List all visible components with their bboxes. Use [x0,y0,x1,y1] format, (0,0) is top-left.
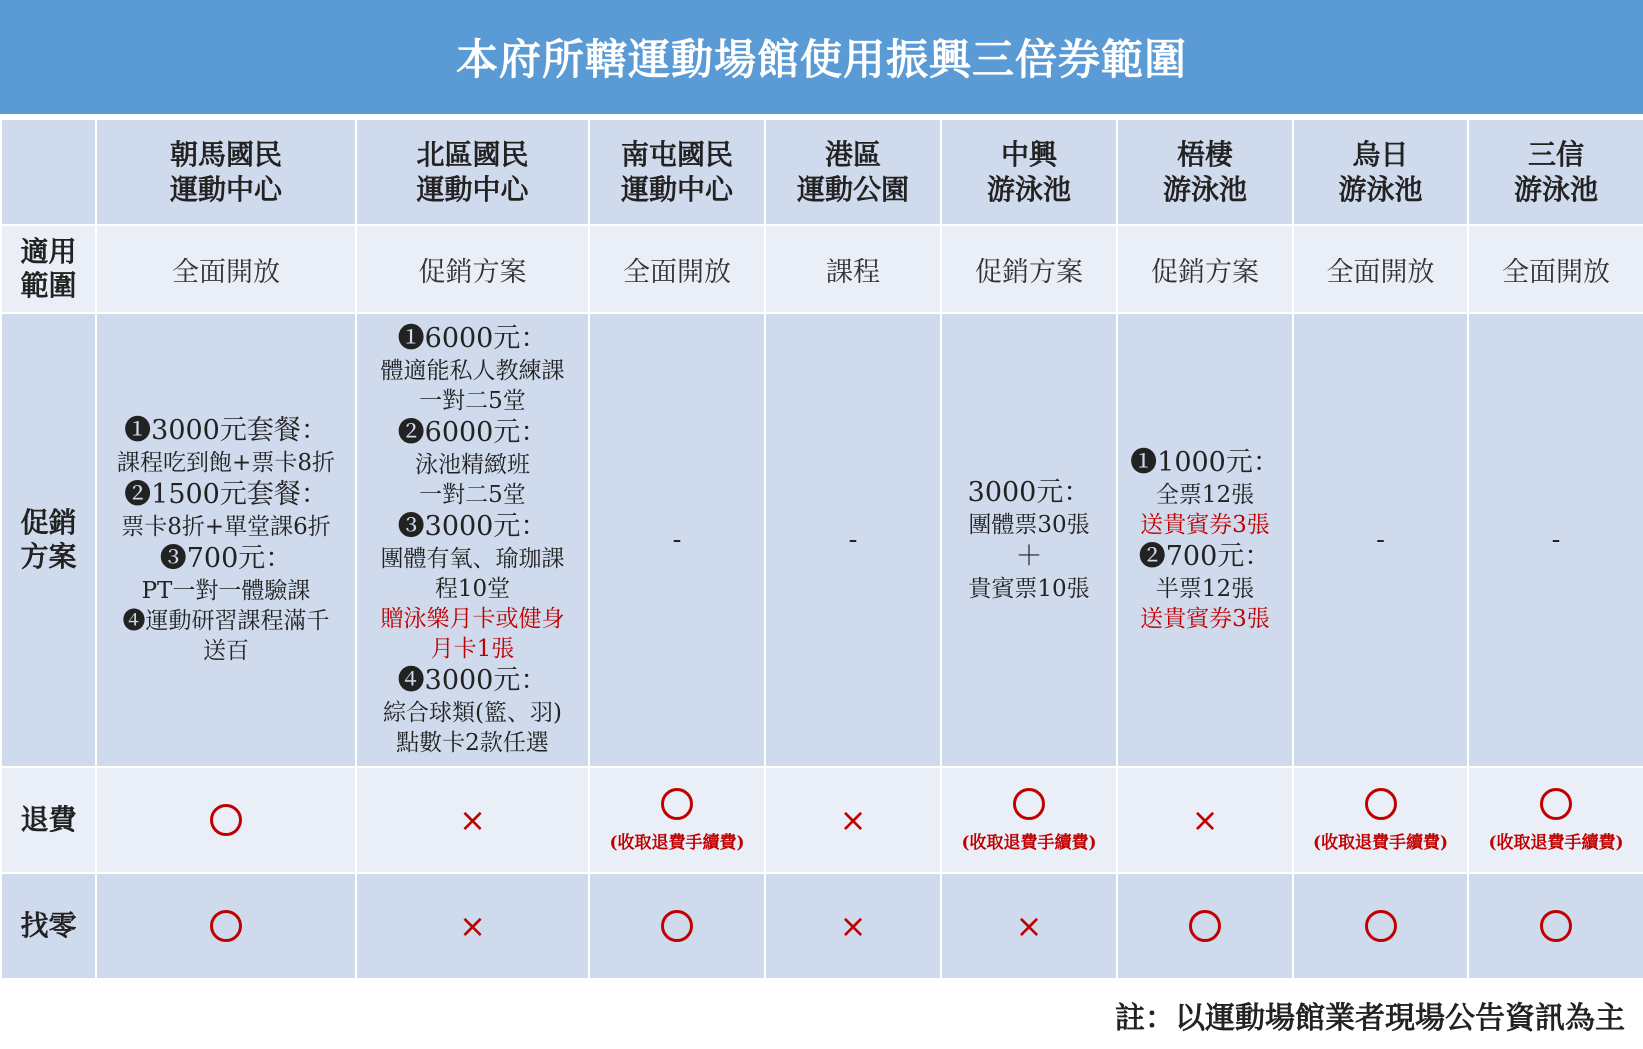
promo-detail: 貴賓票10張 [968,576,1090,602]
venue-name-line: 南屯國民 [620,138,733,171]
promo-dash: - [848,525,858,555]
footer-note: 註：以運動場館業者現場公告資訊為主 [1115,1001,1625,1036]
scope-cell [1468,225,1643,313]
row-label-change [1,873,96,979]
promo-dash: - [1376,525,1385,555]
row-label-line: 方案 [20,540,77,573]
promo-cell [1468,313,1643,767]
scope-cell [1117,225,1293,313]
change-cell [941,873,1117,979]
promo-detail: 程10堂 [434,576,511,602]
venue-name-line: 游泳池 [986,173,1071,206]
change-cell [356,873,589,979]
promo-detail: 體適能私人教練課 [380,358,565,384]
promo-heading: ❷1500元套餐： [124,479,328,510]
voucher-table [0,118,1643,980]
scope-cell [1293,225,1468,313]
cross-icon: × [459,907,486,945]
refund-cell [1468,767,1643,873]
promo-detail: PT一對一體驗課 [141,578,311,604]
promo-detail: 團體有氧、瑜珈課 [380,546,565,572]
scope-cell [96,225,356,313]
venue-name-line: 游泳池 [1162,173,1247,206]
venue-header [1293,119,1468,225]
venue-name-line: 港區 [824,138,881,171]
promo-gift: 送貴賓券3張 [1140,606,1270,632]
promo-detail: 一對二5堂 [419,388,526,414]
scope-text: 促銷方案 [418,256,527,288]
scope-text: 全面開放 [1326,256,1435,288]
row-label-refund [1,767,96,873]
promo-cell [1117,313,1293,767]
circle-icon [210,910,242,942]
venue-name-line: 運動中心 [416,173,529,206]
corner-cell [1,119,96,225]
cross-icon: × [1015,907,1043,945]
promo-gift: 送貴賓券3張 [1140,512,1270,538]
refund-fee-note: (收取退費手續費) [1312,832,1449,853]
scope-text: 全面開放 [172,256,280,288]
venue-header [356,119,589,225]
promo-heading: ❷700元： [1138,541,1272,572]
cross-icon: × [1191,801,1219,839]
circle-icon [1365,910,1397,942]
refund-cell [356,767,589,873]
promo-heading: ❶1000元： [1130,447,1280,478]
scope-text: 全面開放 [1502,256,1610,288]
scope-cell [589,225,765,313]
promo-detail: 半票12張 [1155,576,1255,602]
refund-cell [96,767,356,873]
cross-icon: × [839,907,867,945]
refund-cell [1117,767,1293,873]
venue-header [1468,119,1643,225]
scope-row [1,225,1643,313]
promo-cell [941,313,1117,767]
row-label-line: 範圍 [20,269,77,302]
promo-dash: - [672,525,682,555]
venue-name-line: 游泳池 [1338,173,1423,206]
row-label-scope [1,225,96,313]
refund-cell [765,767,941,873]
circle-icon [1013,788,1045,820]
venue-name-line: 游泳池 [1513,173,1598,206]
promo-detail: 一對二5堂 [419,482,526,508]
promo-heading: ❶3000元套餐： [124,415,328,446]
scope-text: 課程 [826,256,880,288]
refund-fee-note: (收取退費手續費) [961,832,1097,853]
scope-cell [765,225,941,313]
venue-name-line: 烏日 [1352,138,1409,171]
promo-heading: ❸700元： [159,543,293,574]
circle-icon [210,804,242,836]
promo-detail: 點數卡2款任選 [396,730,549,756]
promo-detail: 送百 [203,638,249,664]
promo-cell [765,313,941,767]
promo-heading: ❹3000元： [397,665,548,696]
change-cell [765,873,941,979]
promo-cell [356,313,589,767]
refund-row [1,767,1643,873]
page-title: 本府所轄運動場館使用振興三倍券範圍 [0,0,1643,114]
promo-heading: ❶6000元： [397,323,548,354]
promo-gift: 月卡1張 [430,636,515,662]
scope-text: 全面開放 [623,256,731,288]
promo-heading: ❸3000元： [397,511,548,542]
promo-cell [589,313,765,767]
promo-detail: 課程吃到飽+票卡8折 [117,450,335,476]
venue-name-line: 運動中心 [169,173,282,206]
venue-name-line: 梧棲 [1176,138,1233,171]
circle-icon [1540,788,1572,820]
refund-cell [941,767,1117,873]
promo-heading: ❷6000元： [397,417,548,448]
promo-detail: 團體票30張 [968,512,1090,538]
circle-icon [1365,788,1397,820]
promo-detail: 票卡8折+單堂課6折 [121,514,331,540]
change-cell [1293,873,1468,979]
cross-icon: × [839,801,867,839]
promo-row [1,313,1643,767]
cross-icon: × [459,801,486,839]
scope-text: 促銷方案 [1151,256,1259,288]
row-label-line: 促銷 [20,506,77,539]
venue-name-line: 朝馬國民 [169,138,282,171]
venue-header [589,119,765,225]
promo-detail: 綜合球類(籃、羽) [383,700,562,726]
refund-cell [589,767,765,873]
promo-cell [96,313,356,767]
promo-cell [1293,313,1468,767]
venue-name-line: 北區國民 [416,138,529,171]
venue-header [1117,119,1293,225]
change-cell [1117,873,1293,979]
change-cell [1468,873,1643,979]
scope-text: 促銷方案 [975,256,1083,288]
refund-cell [1293,767,1468,873]
row-label-line: 適用 [20,235,77,268]
promo-plus: ＋ [1015,541,1043,572]
refund-fee-note: (收取退費手續費) [1488,832,1624,853]
change-cell [589,873,765,979]
venue-name-line: 三信 [1527,138,1584,171]
venue-name-line: 運動公園 [796,173,909,206]
circle-icon [661,788,693,820]
promo-gift: 贈泳樂月卡或健身 [380,606,565,632]
promo-detail: 全票12張 [1155,482,1255,508]
venue-header [96,119,356,225]
promo-detail: 泳池精緻班 [415,452,530,478]
venue-name-line: 運動中心 [620,173,733,206]
venue-header [765,119,941,225]
row-label-text: 找零 [20,909,77,942]
row-label-promo [1,313,96,767]
circle-icon [1540,910,1572,942]
refund-fee-note: (收取退費手續費) [609,832,745,853]
venue-name-line: 中興 [1000,138,1057,171]
circle-icon [1189,910,1221,942]
circle-icon [661,910,693,942]
venue-header [941,119,1117,225]
scope-cell [941,225,1117,313]
promo-detail: ❹運動研習課程滿千 [122,608,330,634]
promo-heading: 3000元： [967,477,1091,508]
change-row [1,873,1643,979]
header-row [1,119,1643,225]
row-label-text: 退費 [20,803,77,836]
change-cell [96,873,356,979]
promo-dash: - [1551,525,1561,555]
scope-cell [356,225,589,313]
